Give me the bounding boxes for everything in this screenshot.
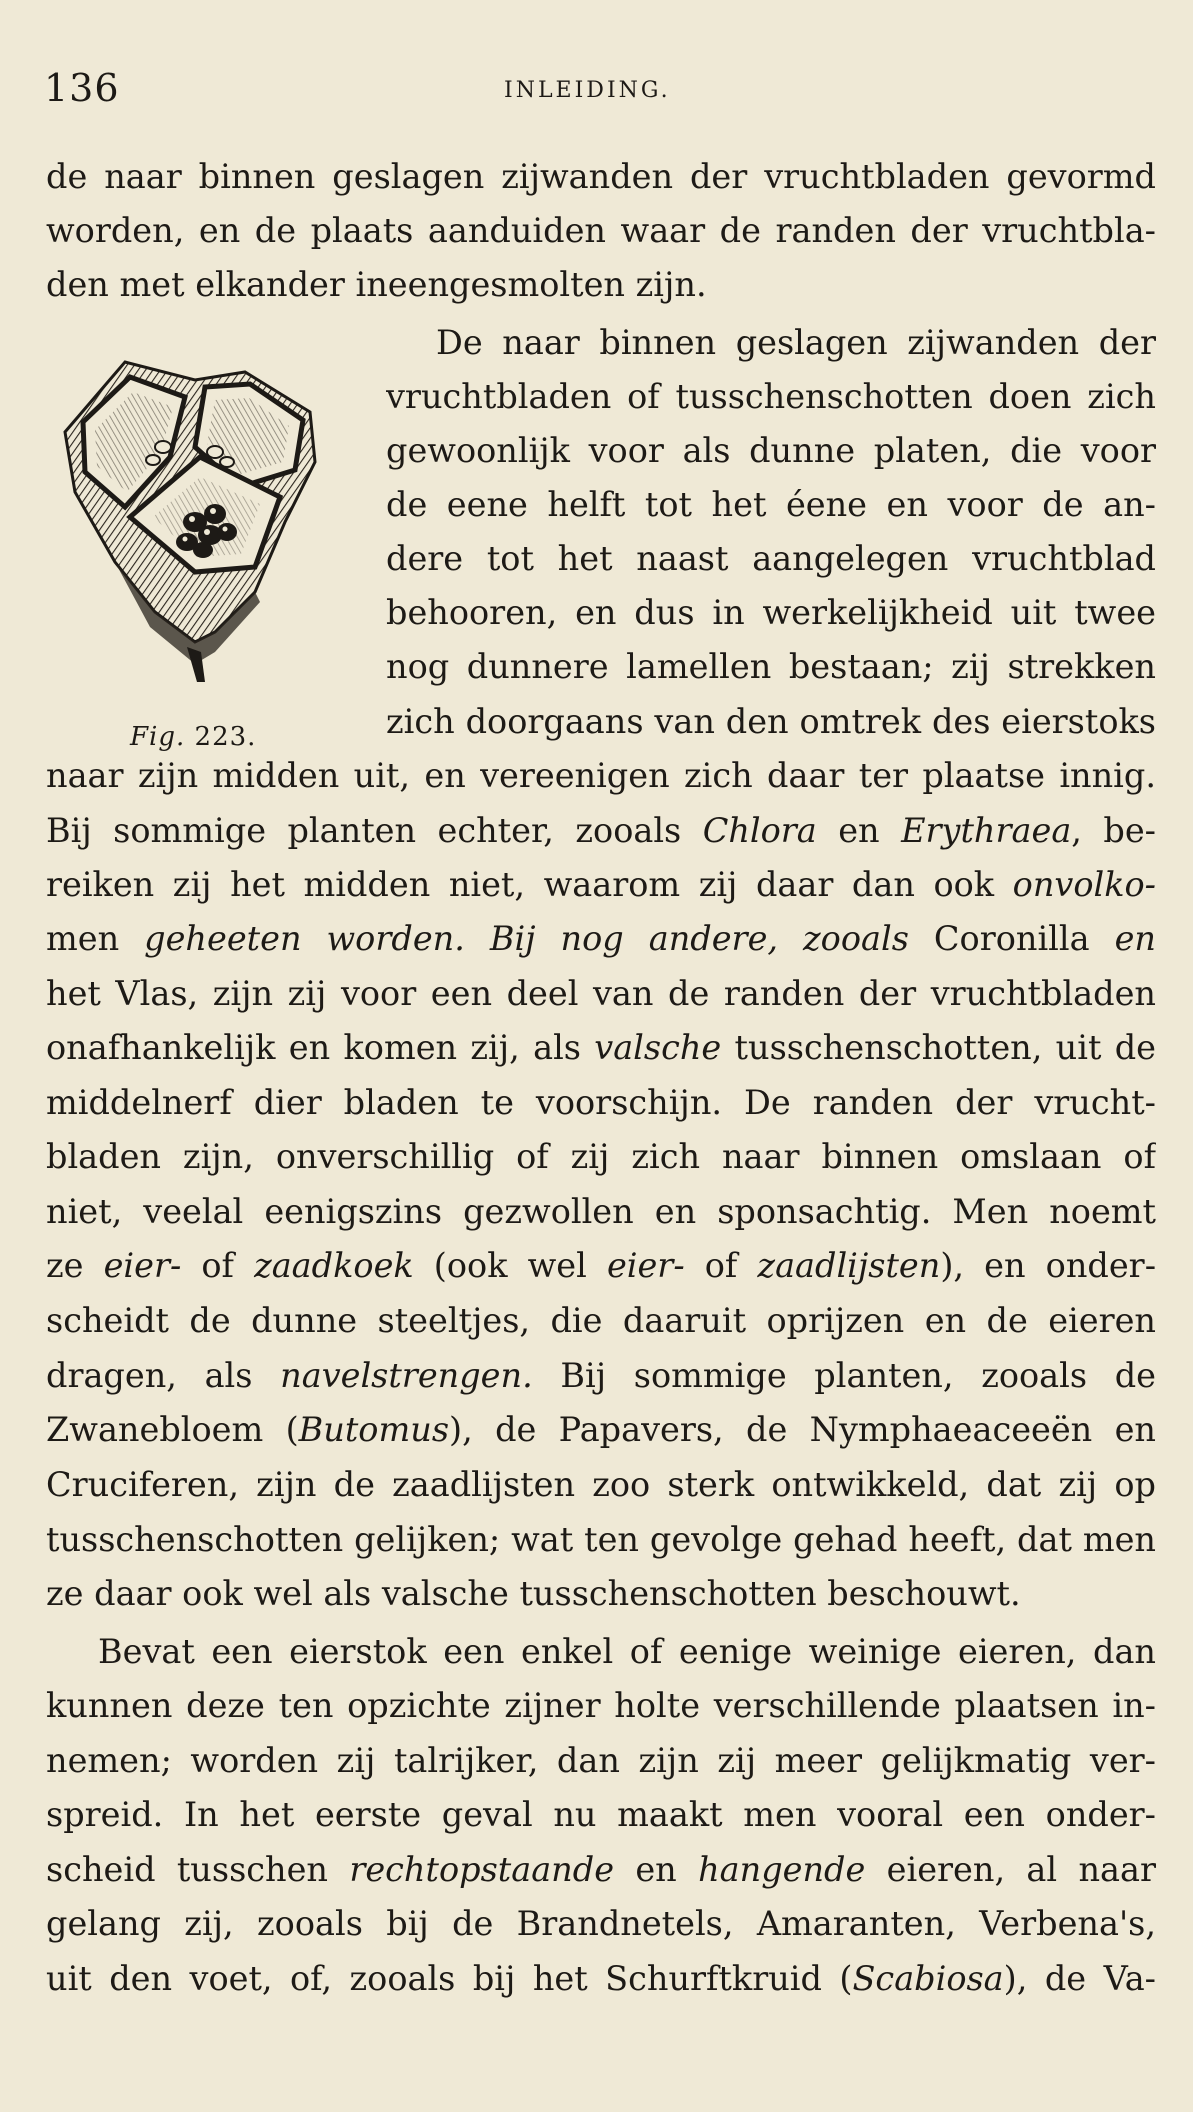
text-line bbox=[46, 751, 1156, 805]
text-segment: of bbox=[684, 1246, 758, 1285]
text-line bbox=[386, 372, 1156, 426]
text-line bbox=[386, 588, 1156, 642]
italic-term: hangende bbox=[698, 1850, 866, 1889]
text-segment: Coronilla bbox=[933, 919, 1090, 958]
text-line bbox=[46, 1515, 1156, 1569]
text-segment: zich doorgaans van den omtrek des eierstoks bbox=[386, 702, 1156, 741]
text-segment: , be- bbox=[1071, 811, 1156, 850]
text-segment: ), de Papavers, de Nymphaeaceeën en bbox=[449, 1410, 1156, 1449]
page-header bbox=[44, 66, 1153, 116]
text-segment: de naar binnen geslagen zijwanden der vruchtbladen gevormd bbox=[46, 157, 1156, 196]
text-segment: bladen zijn, onverschillig of zij zich naar binnen omslaan of bbox=[46, 1137, 1156, 1176]
text-line bbox=[46, 969, 1156, 1023]
text-line bbox=[46, 1790, 1156, 1844]
text-segment: nemen; worden zij talrijker, dan zijn zij meer gelijkmatig ver- bbox=[46, 1741, 1156, 1780]
running-head: INLEIDING. bbox=[504, 78, 671, 103]
text-line bbox=[386, 697, 1156, 751]
figure-ovary-cross-section bbox=[55, 352, 325, 682]
italic-term: geheeten worden. Bij nog andere, zooals bbox=[119, 919, 934, 958]
italic-term: eier- bbox=[606, 1246, 685, 1285]
text-segment: gelang zij, zooals bij de Brandnetels, Amaranten, Verbena's, bbox=[46, 1904, 1156, 1943]
text-segment: dragen, als bbox=[46, 1356, 281, 1395]
text-segment: onafhankelijk en komen zij, als bbox=[46, 1028, 595, 1067]
text-segment: behooren, en dus in werkelijkheid uit twee bbox=[386, 593, 1156, 632]
text-line bbox=[46, 152, 1156, 206]
text-segment: (ook wel bbox=[413, 1246, 607, 1285]
text-line bbox=[46, 260, 1156, 314]
text-line bbox=[46, 1241, 1156, 1295]
text-segment: middelnerf dier bladen te voorschijn. De randen der vrucht- bbox=[46, 1083, 1156, 1122]
text-segment: ze bbox=[46, 1246, 104, 1285]
italic-term: en bbox=[1089, 919, 1156, 958]
italic-term: zaadkoek bbox=[254, 1246, 414, 1285]
figure-caption-number: 223. bbox=[194, 722, 257, 752]
text-segment: ), de Va- bbox=[1003, 1959, 1156, 1998]
text-segment: Bij sommige planten echter, zooals bbox=[46, 811, 703, 850]
text-segment: tusschenschotten, uit de bbox=[721, 1028, 1156, 1067]
italic-term: zaadlijsten bbox=[757, 1246, 941, 1285]
text-line bbox=[46, 1681, 1156, 1735]
text-segment: scheid tusschen bbox=[46, 1850, 350, 1889]
text-segment: en bbox=[816, 811, 902, 850]
text-segment: naar zijn midden uit, en vereenigen zich daar ter plaatse innig. bbox=[46, 756, 1156, 795]
text-segment: vruchtbladen of tusschenschotten doen zich bbox=[386, 377, 1156, 416]
text-line bbox=[46, 1132, 1156, 1186]
page-number: 136 bbox=[44, 66, 120, 110]
text-segment: of bbox=[181, 1246, 255, 1285]
text-line bbox=[386, 642, 1156, 696]
text-segment: men bbox=[46, 919, 120, 958]
italic-term: onvolko- bbox=[1012, 865, 1156, 904]
text-segment: eieren, al naar bbox=[865, 1850, 1156, 1889]
text-segment: en bbox=[614, 1850, 699, 1889]
text-line bbox=[46, 1187, 1156, 1241]
text-line bbox=[98, 1627, 1156, 1681]
text-line bbox=[46, 1460, 1156, 1514]
figure-caption-abbr: Fig. bbox=[130, 722, 186, 752]
text-segment: Bij sommige planten, zooals de bbox=[532, 1356, 1156, 1395]
italic-term: Scabiosa bbox=[852, 1959, 1004, 1998]
text-line bbox=[386, 534, 1156, 588]
text-line bbox=[46, 1736, 1156, 1790]
text-line bbox=[46, 1954, 1156, 2008]
text-line bbox=[46, 1351, 1156, 1405]
italic-term: Erythraea bbox=[901, 811, 1072, 850]
text-segment: scheidt de dunne steeltjes, die daaruit oprijzen en de eieren bbox=[46, 1301, 1156, 1340]
text-segment: tusschenschotten gelijken; wat ten gevolge gehad heeft, dat men bbox=[46, 1520, 1156, 1559]
text-line bbox=[436, 318, 1156, 372]
text-segment: de eene helft tot het éene en voor de an- bbox=[386, 485, 1156, 524]
text-line bbox=[386, 480, 1156, 534]
text-line bbox=[46, 1296, 1156, 1350]
text-segment: worden, en de plaats aanduiden waar de randen der vruchtbla- bbox=[46, 211, 1156, 250]
italic-term: navelstrengen. bbox=[280, 1356, 533, 1395]
italic-term: valsche bbox=[594, 1028, 722, 1067]
text-line bbox=[386, 426, 1156, 480]
italic-term: Butomus bbox=[298, 1410, 450, 1449]
text-segment: Zwanebloem ( bbox=[46, 1410, 299, 1449]
text-segment: kunnen deze ten opzichte zijner holte verschillende plaatsen in- bbox=[46, 1686, 1156, 1725]
italic-term: Chlora bbox=[702, 811, 817, 850]
text-segment: den met elkander ineengesmolten zijn. bbox=[46, 265, 707, 304]
text-segment: ), en onder- bbox=[940, 1246, 1156, 1285]
text-line bbox=[46, 1078, 1156, 1132]
text-segment: Bevat een eierstok een enkel of eenige weinige eieren, dan bbox=[98, 1632, 1156, 1671]
text-line bbox=[46, 1405, 1156, 1459]
ovary-illustration bbox=[55, 352, 325, 682]
text-segment: De naar binnen geslagen zijwanden der bbox=[436, 323, 1156, 362]
text-segment: reiken zij het midden niet, waarom zij daar dan ook bbox=[46, 865, 1013, 904]
text-segment: Cruciferen, zijn de zaadlijsten zoo sterk ontwikkeld, dat zij op bbox=[46, 1465, 1156, 1504]
text-line bbox=[46, 206, 1156, 260]
text-line bbox=[46, 1569, 1156, 1623]
text-segment: dere tot het naast aangelegen vruchtblad bbox=[386, 539, 1156, 578]
text-line bbox=[46, 914, 1156, 968]
text-segment: uit den voet, of, zooals bij het Schurftkruid ( bbox=[46, 1959, 853, 1998]
text-segment: het Vlas, zijn zij voor een deel van de randen der vruchtbladen bbox=[46, 974, 1156, 1013]
text-segment: ze daar ook wel als valsche tusschenschotten beschouwt. bbox=[46, 1574, 1021, 1613]
text-line bbox=[46, 1023, 1156, 1077]
text-segment: spreid. In het eerste geval nu maakt men vooral een onder- bbox=[46, 1795, 1156, 1834]
text-segment: nog dunnere lamellen bestaan; zij strekken bbox=[386, 647, 1156, 686]
text-segment: niet, veelal eenigszins gezwollen en sponsachtig. Men noemt bbox=[46, 1192, 1156, 1231]
text-line bbox=[46, 1845, 1156, 1899]
text-segment: gewoonlijk voor als dunne platen, die voor bbox=[386, 431, 1156, 470]
text-line bbox=[46, 1899, 1156, 1953]
italic-term: rechtopstaande bbox=[349, 1850, 615, 1889]
text-line bbox=[46, 860, 1156, 914]
text-line bbox=[46, 806, 1156, 860]
figure-caption bbox=[130, 722, 256, 752]
italic-term: eier- bbox=[103, 1246, 182, 1285]
